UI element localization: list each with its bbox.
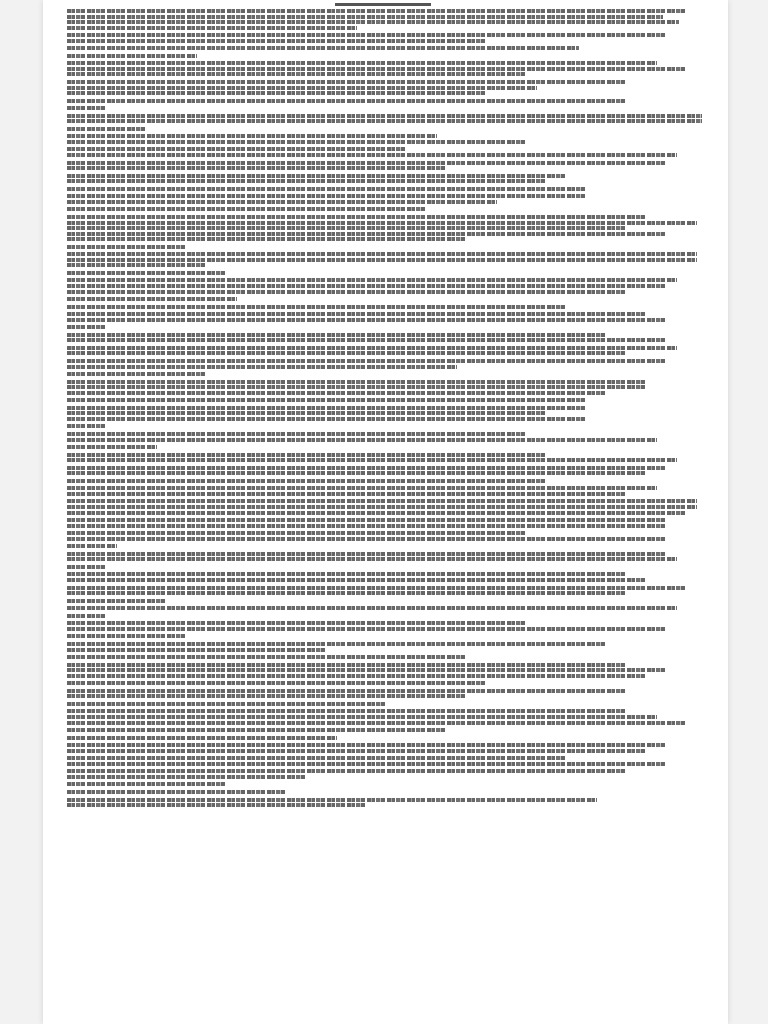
text-line — [67, 91, 487, 95]
text-line — [67, 417, 587, 421]
text-line — [67, 54, 197, 58]
text-line — [67, 380, 647, 384]
text-line — [67, 106, 107, 110]
text-line — [67, 237, 467, 241]
text-line — [67, 161, 667, 165]
text-line — [67, 290, 627, 294]
paragraph-gap — [67, 443, 707, 445]
body-text — [67, 9, 707, 809]
text-line — [67, 689, 627, 693]
text-line — [67, 479, 547, 483]
text-line — [67, 372, 207, 376]
text-line — [67, 486, 657, 490]
text-line — [67, 140, 527, 144]
text-line — [67, 263, 207, 267]
text-line — [67, 743, 667, 747]
text-line — [67, 668, 667, 672]
text-line — [67, 305, 567, 309]
text-line — [67, 505, 697, 509]
text-line — [67, 226, 627, 230]
paragraph-gap — [67, 542, 707, 544]
text-line — [67, 179, 547, 183]
text-line — [67, 642, 607, 646]
text-line — [67, 432, 527, 436]
text-line — [67, 471, 647, 475]
text-line — [67, 524, 667, 528]
text-line — [67, 200, 497, 204]
text-line — [67, 284, 667, 288]
text-line — [67, 80, 627, 84]
text-line — [67, 271, 227, 275]
text-line — [67, 166, 447, 170]
text-line — [67, 655, 467, 659]
text-line — [67, 790, 287, 794]
text-line — [67, 9, 687, 13]
text-line — [67, 466, 667, 470]
text-line — [67, 406, 587, 410]
text-line — [67, 621, 527, 625]
paragraph-gap — [67, 104, 707, 106]
text-line — [67, 33, 667, 37]
text-line — [67, 552, 667, 556]
text-line — [67, 391, 607, 395]
text-line — [67, 411, 547, 415]
text-line — [67, 782, 227, 786]
text-line — [67, 187, 587, 191]
text-line — [67, 278, 677, 282]
text-line — [67, 606, 677, 610]
text-line — [67, 709, 627, 713]
text-line — [67, 61, 657, 65]
text-line — [67, 325, 107, 329]
text-line — [67, 578, 647, 582]
text-line — [67, 634, 187, 638]
text-line — [67, 147, 407, 151]
text-line — [67, 72, 527, 76]
text-line — [67, 245, 187, 249]
text-line — [67, 365, 457, 369]
page-title — [335, 3, 431, 6]
text-line — [67, 803, 367, 807]
text-line — [67, 194, 587, 198]
text-line — [67, 663, 627, 667]
text-line — [67, 258, 697, 262]
text-line — [67, 119, 702, 123]
paragraph-gap — [67, 422, 707, 424]
text-line — [67, 591, 627, 595]
text-line — [67, 385, 647, 389]
text-line — [67, 721, 687, 725]
text-line — [67, 544, 117, 548]
text-line — [67, 492, 627, 496]
text-line — [67, 769, 627, 773]
text-line — [67, 174, 567, 178]
text-line — [67, 674, 647, 678]
text-line — [67, 775, 307, 779]
text-line — [67, 438, 657, 442]
text-line — [67, 518, 667, 522]
text-line — [67, 26, 357, 30]
text-line — [67, 297, 237, 301]
text-line — [67, 537, 667, 541]
text-line — [67, 39, 487, 43]
text-line — [67, 127, 147, 131]
paragraph-gap — [67, 323, 707, 325]
text-line — [67, 458, 677, 462]
text-line — [67, 445, 157, 449]
text-line — [67, 614, 107, 618]
text-line — [67, 67, 687, 71]
text-line — [67, 572, 627, 576]
paragraph-gap — [67, 612, 707, 614]
text-line — [67, 715, 657, 719]
text-line — [67, 232, 667, 236]
text-line — [67, 221, 697, 225]
text-line — [67, 531, 527, 535]
text-line — [67, 557, 677, 561]
text-line — [67, 351, 627, 355]
text-line — [67, 134, 437, 138]
text-line — [67, 627, 667, 631]
text-line — [67, 586, 687, 590]
text-line — [67, 398, 587, 402]
text-line — [67, 15, 663, 19]
text-line — [67, 338, 667, 342]
text-line — [67, 359, 667, 363]
text-line — [67, 86, 537, 90]
text-line — [67, 318, 667, 322]
text-line — [67, 207, 427, 211]
text-line — [67, 215, 647, 219]
text-line — [67, 424, 107, 428]
text-line — [67, 756, 567, 760]
text-line — [67, 681, 487, 685]
text-line — [67, 346, 677, 350]
text-line — [67, 511, 687, 515]
text-line — [67, 153, 677, 157]
text-line — [67, 648, 327, 652]
text-line — [67, 728, 447, 732]
text-line — [67, 99, 627, 103]
document-page — [43, 0, 728, 1024]
text-line — [67, 333, 607, 337]
text-line — [67, 762, 667, 766]
paragraph-gap — [67, 563, 707, 565]
text-line — [67, 798, 597, 802]
text-line — [67, 599, 167, 603]
text-line — [67, 749, 647, 753]
text-line — [67, 565, 107, 569]
text-line — [67, 702, 387, 706]
text-line — [67, 114, 702, 118]
text-line — [67, 312, 647, 316]
paragraph-gap — [67, 125, 707, 127]
text-line — [67, 694, 467, 698]
text-line — [67, 499, 697, 503]
text-line — [67, 20, 679, 24]
text-line — [67, 453, 547, 457]
text-line — [67, 252, 697, 256]
text-line — [67, 46, 579, 50]
text-line — [67, 736, 337, 740]
